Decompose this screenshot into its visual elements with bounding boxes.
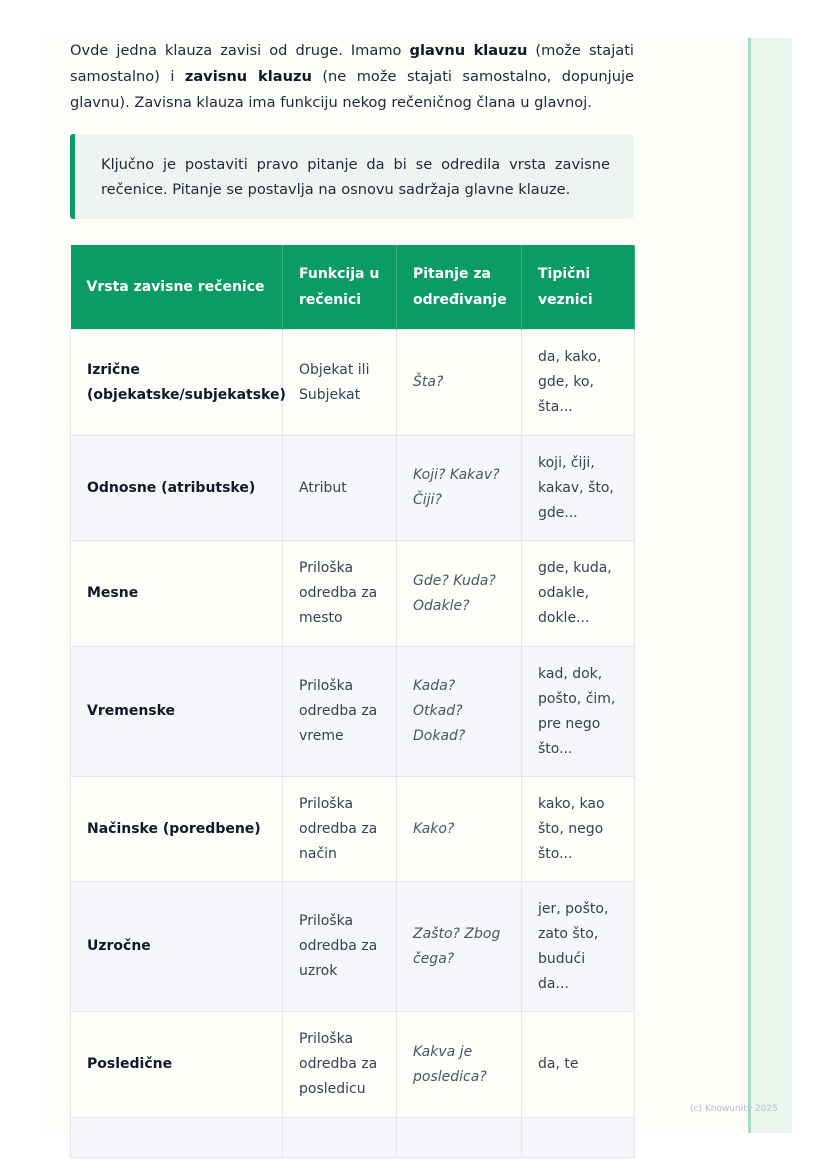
table-header-row [71, 245, 635, 330]
cell-type: Izrične (objekatske/subjekatske) [71, 330, 283, 436]
intro-bold-main-clause: glavnu klauzu [409, 42, 528, 59]
table-row [71, 1012, 635, 1118]
cell-empty [71, 1118, 283, 1158]
cell-function: Priloška odredba za mesto [283, 541, 397, 647]
intro-bold-dependent-clause: zavisnu klauzu [184, 68, 312, 85]
cell-question: Kako? [397, 777, 522, 882]
cell-function: Atribut [283, 436, 397, 541]
header-conjunctions: Tipični veznici [522, 245, 635, 330]
content [70, 38, 634, 1158]
cell-type: Odnosne (atributske) [71, 436, 283, 541]
cell-question: Kada? Otkad? Dokad? [397, 647, 522, 777]
cell-conjunctions: jer, pošto, zato što, budući da... [522, 882, 635, 1012]
cell-question: Gde? Kuda? Odakle? [397, 541, 522, 647]
side-panel [751, 38, 792, 1133]
cell-empty [522, 1118, 635, 1158]
cell-conjunctions: kad, dok, pošto, čim, pre nego što... [522, 647, 635, 777]
cell-type: Uzročne [71, 882, 283, 1012]
copyright-footer: (c) Knowunity 2025 [690, 1104, 778, 1114]
cell-conjunctions: da, kako, gde, ko, šta... [522, 330, 635, 436]
cell-conjunctions: koji, čiji, kakav, što, gde... [522, 436, 635, 541]
cell-type: Vremenske [71, 647, 283, 777]
header-clause-type: Vrsta zavisne rečenice [71, 245, 283, 330]
table-row [71, 882, 635, 1012]
cell-function: Priloška odredba za vreme [283, 647, 397, 777]
cell-empty [283, 1118, 397, 1158]
cell-question: Zašto? Zbog čega? [397, 882, 522, 1012]
cell-conjunctions: gde, kuda, odakle, dokle... [522, 541, 635, 647]
intro-text-2: (može stajati samostalno) i [70, 42, 634, 85]
callout-text: Ključno je postaviti pravo pitanje da bi se odredila vrsta zavisne rečenice. Pitanje se postavlja na osnovu sadržaja glavne klauze. [101, 156, 610, 198]
cell-type: Načinske (poredbene) [71, 777, 283, 882]
cell-empty [397, 1118, 522, 1158]
intro-text-1: Ovde jedna klauza zavisi od druge. Imamo [70, 42, 410, 59]
table-row-partial [71, 1118, 635, 1158]
table-row [71, 777, 635, 882]
table-row [71, 647, 635, 777]
header-function: Funkcija u rečenici [283, 245, 397, 330]
cell-conjunctions: da, te [522, 1012, 635, 1118]
intro-text-3: (ne može stajati samostalno, dopunjuje glavnu). Zavisna klauza ima funkciju nekog rečeničnog člana u glavnoj. [70, 68, 634, 111]
cell-question: Šta? [397, 330, 522, 436]
cell-question: Koji? Kakav? Čiji? [397, 436, 522, 541]
cell-type: Posledične [71, 1012, 283, 1118]
cell-function: Priloška odredba za uzrok [283, 882, 397, 1012]
cell-function: Objekat ili Subjekat [283, 330, 397, 436]
cell-conjunctions: kako, kao što, nego što... [522, 777, 635, 882]
header-question: Pitanje za određivanje [397, 245, 522, 330]
cell-type: Mesne [71, 541, 283, 647]
table-row [71, 330, 635, 436]
cell-function: Priloška odredba za posledicu [283, 1012, 397, 1118]
callout-box [70, 134, 634, 219]
cell-question: Kakva je posledica? [397, 1012, 522, 1118]
cell-function: Priloška odredba za način [283, 777, 397, 882]
table-row [71, 541, 635, 647]
table-row [71, 436, 635, 541]
clause-types-table [70, 245, 635, 1158]
intro-paragraph [70, 38, 634, 116]
